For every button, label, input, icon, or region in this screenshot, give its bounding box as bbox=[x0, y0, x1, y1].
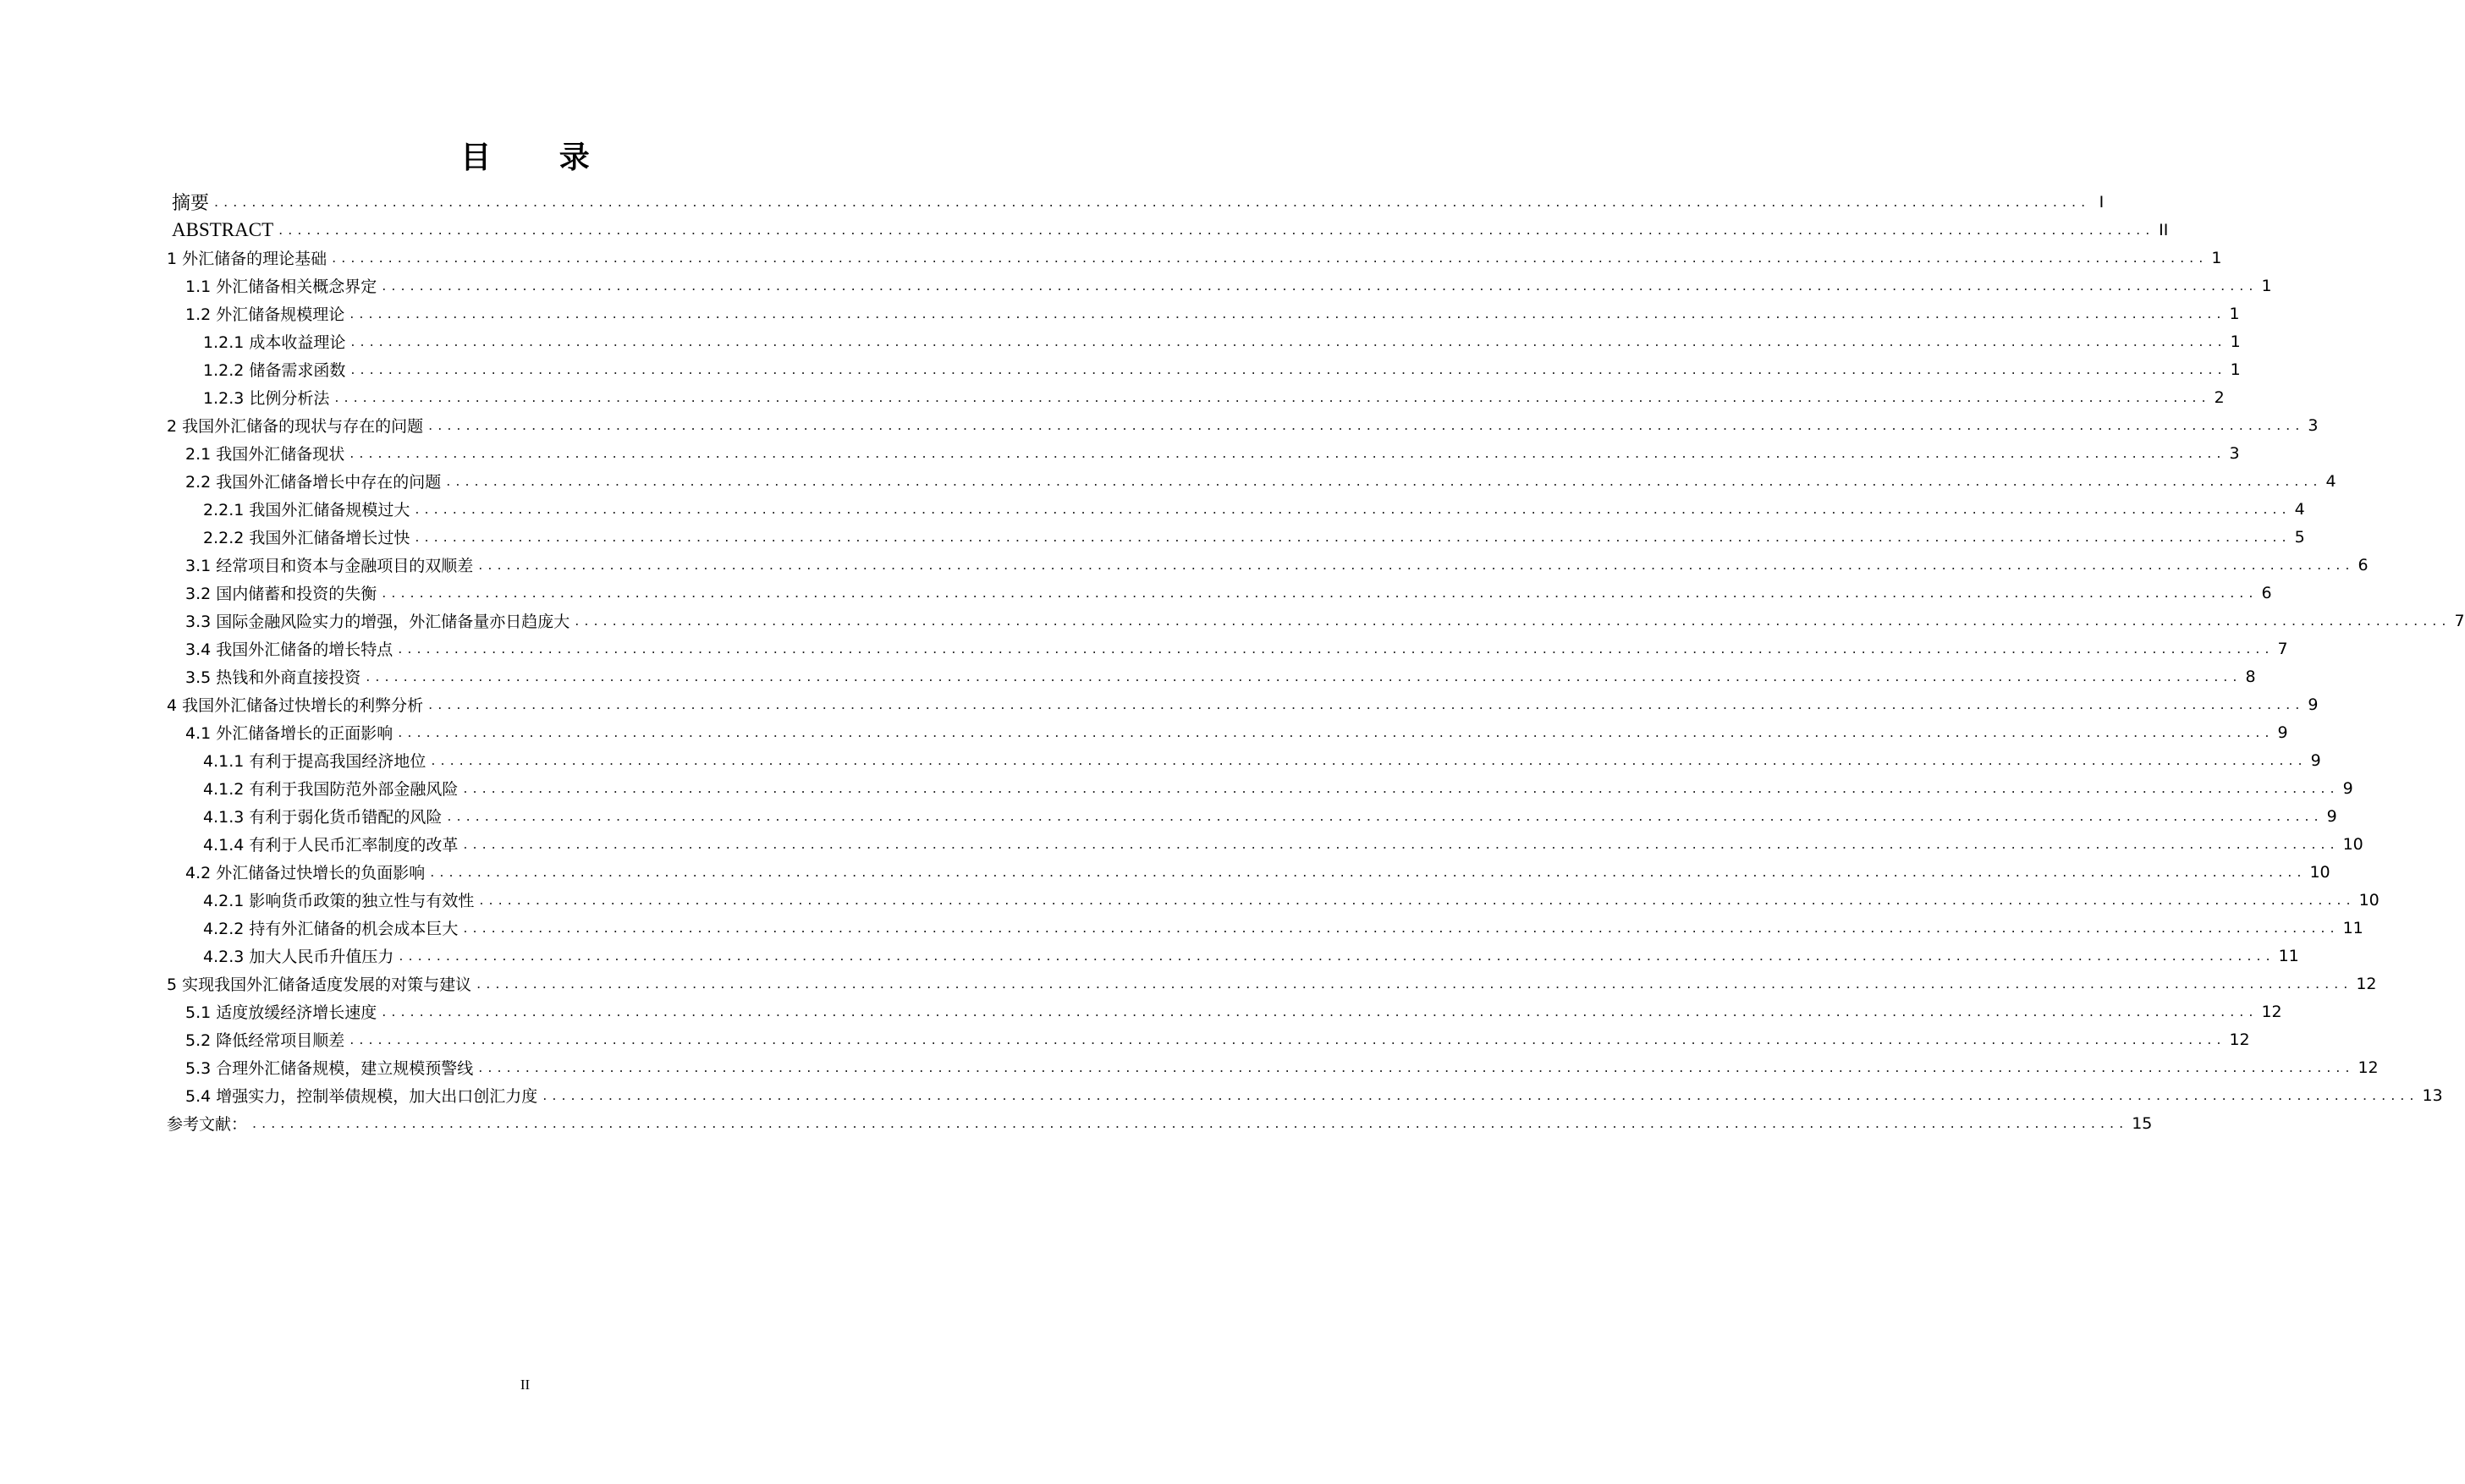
dot-leader: ........................................................................................................................................................................................................ bbox=[349, 305, 2226, 322]
dot-leader: ........................................................................................................................................................................................................ bbox=[349, 1031, 2226, 1047]
toc-entry-page-number: 7 bbox=[2277, 639, 2288, 658]
dot-leader: ........................................................................................................................................................................................................ bbox=[430, 864, 2307, 880]
toc-entry-label: 1.2.2 储备需求函数 bbox=[203, 361, 346, 380]
toc-entry[interactable] bbox=[167, 1109, 2153, 1137]
toc-entry[interactable] bbox=[167, 802, 2337, 830]
toc-entry[interactable] bbox=[167, 635, 2288, 662]
toc-entry-label: 2.2.2 我国外汇储备增长过快 bbox=[203, 529, 410, 547]
toc-entry-page-number: 9 bbox=[2310, 750, 2321, 770]
dot-leader: ........................................................................................................................................................................................................ bbox=[214, 194, 2091, 210]
toc-entry-page-number: 7 bbox=[2454, 611, 2465, 630]
toc-entry[interactable] bbox=[167, 355, 2241, 383]
toc-entry-label: 1.2.1 成本收益理论 bbox=[203, 333, 346, 352]
toc-entry-label: 1.2.3 比例分析法 bbox=[203, 389, 330, 408]
dot-leader: ........................................................................................................................................................................................................ bbox=[382, 585, 2259, 601]
toc-entry[interactable] bbox=[167, 439, 2240, 467]
toc-entry-page-number: 9 bbox=[2326, 806, 2337, 826]
toc-entry-page-number: 15 bbox=[2132, 1113, 2153, 1133]
dot-leader: ........................................................................................................................................................................................................ bbox=[463, 836, 2340, 852]
toc-entry-page-number: 6 bbox=[2358, 555, 2369, 574]
toc-entry-page-number: 9 bbox=[2277, 723, 2288, 742]
dot-leader: ........................................................................................................................................................................................................ bbox=[478, 1059, 2355, 1075]
toc-entry-label: 3.4 我国外汇储备的增长特点 bbox=[185, 640, 393, 659]
toc-entry[interactable] bbox=[167, 718, 2288, 746]
toc-entry-page-number: 1 bbox=[2261, 276, 2272, 295]
dot-leader: ........................................................................................................................................................................................................ bbox=[334, 389, 2211, 405]
toc-entry-page-number: 4 bbox=[2294, 499, 2305, 519]
toc-entry[interactable] bbox=[167, 467, 2336, 495]
toc-entry-page-number: 12 bbox=[2229, 1030, 2250, 1049]
toc-entry-label: 3.5 热钱和外商直接投资 bbox=[185, 668, 361, 687]
toc-entry[interactable] bbox=[167, 579, 2272, 607]
toc-entry-page-number: II bbox=[2159, 220, 2169, 239]
toc-entry[interactable] bbox=[167, 690, 2319, 718]
toc-entry-label: 4.2.3 加大人民币升值压力 bbox=[203, 948, 394, 966]
toc-entry-page-number: 12 bbox=[2356, 974, 2377, 993]
toc-entry-label: 4.1.2 有利于我国防范外部金融风险 bbox=[203, 780, 459, 799]
toc-entry-label: 3.1 经常项目和资本与金融项目的双顺差 bbox=[185, 557, 474, 575]
dot-leader: ........................................................................................................................................................................................................ bbox=[428, 696, 2305, 712]
toc-entry[interactable] bbox=[167, 830, 2363, 858]
toc-entry[interactable] bbox=[167, 523, 2305, 551]
toc-entry-page-number: 9 bbox=[2342, 778, 2353, 798]
toc-entry[interactable] bbox=[167, 1025, 2250, 1053]
dot-leader: ........................................................................................................................................................................................................ bbox=[447, 808, 2324, 824]
toc-entry[interactable] bbox=[167, 1081, 2443, 1109]
dot-leader: ........................................................................................................................................................................................................ bbox=[349, 445, 2226, 461]
toc-entry-page-number: 13 bbox=[2422, 1086, 2443, 1105]
dot-leader: ........................................................................................................................................................................................................ bbox=[463, 780, 2340, 796]
toc-entry[interactable] bbox=[167, 216, 2169, 244]
toc-entry[interactable] bbox=[167, 607, 2465, 635]
toc-entry[interactable] bbox=[167, 886, 2380, 914]
toc-entry[interactable] bbox=[167, 970, 2377, 998]
toc-entry[interactable] bbox=[167, 942, 2299, 970]
table-of-contents bbox=[167, 188, 2465, 1137]
dot-leader: ........................................................................................................................................................................................................ bbox=[415, 529, 2292, 545]
toc-entry-page-number: 1 bbox=[2211, 248, 2222, 267]
toc-title: 目 录 bbox=[460, 140, 619, 175]
dot-leader: ........................................................................................................................................................................................................ bbox=[542, 1087, 2419, 1103]
toc-entry[interactable] bbox=[167, 188, 2105, 216]
toc-entry-label: 3.3 国际金融风险实力的增强，外汇储备量亦日趋庞大 bbox=[185, 613, 570, 631]
toc-entry-page-number: 8 bbox=[2245, 667, 2256, 686]
toc-entry-page-number: 11 bbox=[2278, 946, 2299, 965]
toc-entry[interactable] bbox=[167, 327, 2241, 355]
toc-entry-label: 4.1 外汇储备增长的正面影响 bbox=[185, 724, 393, 743]
dot-leader: ........................................................................................................................................................................................................ bbox=[382, 1003, 2259, 1020]
dot-leader: ........................................................................................................................................................................................................ bbox=[575, 613, 2451, 629]
toc-entry[interactable] bbox=[167, 300, 2240, 327]
toc-entry-page-number: I bbox=[2099, 192, 2105, 212]
toc-entry-page-number: 1 bbox=[2230, 332, 2241, 351]
toc-entry[interactable] bbox=[167, 244, 2222, 272]
toc-entry-page-number: 3 bbox=[2308, 415, 2319, 435]
toc-entry[interactable] bbox=[167, 998, 2282, 1025]
toc-entry-label: 1.1 外汇储备相关概念界定 bbox=[185, 278, 377, 296]
toc-entry[interactable] bbox=[167, 774, 2353, 802]
dot-leader: ........................................................................................................................................................................................................ bbox=[278, 222, 2155, 238]
toc-entry[interactable] bbox=[167, 272, 2272, 300]
toc-entry-label: 参考文献： bbox=[167, 1115, 248, 1134]
toc-entry-page-number: 3 bbox=[2229, 443, 2240, 463]
dot-leader: ........................................................................................................................................................................................................ bbox=[398, 640, 2275, 657]
toc-entry-label: 5.1 适度放缓经济增长速度 bbox=[185, 1003, 377, 1022]
toc-entry-label: 2.2 我国外汇储备增长中存在的问题 bbox=[185, 473, 442, 492]
dot-leader: ........................................................................................................................................................................................................ bbox=[350, 333, 2227, 349]
dot-leader: ........................................................................................................................................................................................................ bbox=[398, 724, 2275, 740]
dot-leader: ........................................................................................................................................................................................................ bbox=[332, 250, 2209, 266]
toc-entry[interactable] bbox=[167, 495, 2305, 523]
toc-entry-page-number: 11 bbox=[2342, 918, 2363, 937]
toc-entry[interactable] bbox=[167, 1053, 2379, 1081]
toc-entry-page-number: 6 bbox=[2261, 583, 2272, 602]
toc-entry-label: 5.3 合理外汇储备规模，建立规模预警线 bbox=[185, 1059, 474, 1078]
toc-entry[interactable] bbox=[167, 746, 2321, 774]
toc-entry-label: 5 实现我国外汇储备适度发展的对策与建议 bbox=[167, 976, 472, 994]
dot-leader: ........................................................................................................................................................................................................ bbox=[350, 361, 2227, 377]
toc-entry[interactable] bbox=[167, 383, 2225, 411]
toc-entry-page-number: 2 bbox=[2214, 387, 2225, 407]
toc-entry-label: 4 我国外汇储备过快增长的利弊分析 bbox=[167, 696, 424, 715]
toc-entry-page-number: 4 bbox=[2325, 471, 2336, 491]
dot-leader: ........................................................................................................................................................................................................ bbox=[399, 948, 2275, 964]
toc-entry-page-number: 12 bbox=[2261, 1002, 2282, 1021]
toc-entry-page-number: 5 bbox=[2294, 527, 2305, 547]
dot-leader: ........................................................................................................................................................................................................ bbox=[463, 920, 2340, 936]
toc-entry[interactable] bbox=[167, 662, 2256, 690]
page-footer-number: II bbox=[520, 1377, 531, 1393]
dot-leader: ........................................................................................................................................................................................................ bbox=[366, 668, 2242, 684]
dot-leader: ........................................................................................................................................................................................................ bbox=[479, 892, 2356, 908]
dot-leader: ........................................................................................................................................................................................................ bbox=[478, 557, 2355, 573]
toc-entry-label: 5.4 增强实力，控制举债规模，加大出口创汇力度 bbox=[185, 1087, 538, 1106]
toc-entry-label: 3.2 国内储蓄和投资的失衡 bbox=[185, 585, 377, 603]
toc-entry[interactable] bbox=[167, 411, 2319, 439]
toc-entry-page-number: 10 bbox=[2342, 834, 2363, 854]
dot-leader: ........................................................................................................................................................................................................ bbox=[431, 752, 2308, 768]
toc-entry-label: 4.1.3 有利于弱化货币错配的风险 bbox=[203, 808, 443, 827]
toc-entry-label: 1 外汇储备的理论基础 bbox=[167, 250, 327, 268]
toc-entry-label: 4.1.4 有利于人民币汇率制度的改革 bbox=[203, 836, 459, 855]
dot-leader: ........................................................................................................................................................................................................ bbox=[428, 417, 2305, 433]
toc-entry-label: 4.2 外汇储备过快增长的负面影响 bbox=[185, 864, 426, 882]
toc-entry-label: 4.2.2 持有外汇储备的机会成本巨大 bbox=[203, 920, 459, 938]
toc-entry[interactable] bbox=[167, 914, 2363, 942]
toc-entry-page-number: 10 bbox=[2358, 890, 2380, 910]
toc-entry-label: 2.2.1 我国外汇储备规模过大 bbox=[203, 501, 410, 519]
toc-entry-page-number: 1 bbox=[2229, 304, 2240, 323]
dot-leader: ........................................................................................................................................................................................................ bbox=[415, 501, 2292, 517]
toc-entry-page-number: 9 bbox=[2308, 695, 2319, 714]
toc-entry-label: ABSTRACT bbox=[172, 218, 274, 240]
toc-entry-label: 2.1 我国外汇储备现状 bbox=[185, 445, 345, 464]
dot-leader: ........................................................................................................................................................................................................ bbox=[446, 473, 2323, 489]
toc-entry-label: 摘要 bbox=[172, 193, 210, 214]
toc-entry[interactable] bbox=[167, 858, 2330, 886]
toc-entry-label: 2 我国外汇储备的现状与存在的问题 bbox=[167, 417, 424, 436]
toc-entry-label: 1.2 外汇储备规模理论 bbox=[185, 305, 345, 324]
toc-entry-page-number: 1 bbox=[2230, 360, 2241, 379]
dot-leader: ........................................................................................................................................................................................................ bbox=[476, 976, 2353, 992]
toc-entry-label: 4.2.1 影响货币政策的独立性与有效性 bbox=[203, 892, 475, 910]
toc-entry-label: 4.1.1 有利于提高我国经济地位 bbox=[203, 752, 426, 771]
dot-leader: ........................................................................................................................................................................................................ bbox=[382, 278, 2259, 294]
toc-entry-page-number: 12 bbox=[2358, 1058, 2379, 1077]
toc-entry-label: 5.2 降低经常项目顺差 bbox=[185, 1031, 345, 1050]
toc-entry-page-number: 10 bbox=[2309, 862, 2330, 882]
toc-entry[interactable] bbox=[167, 551, 2369, 579]
dot-leader: ........................................................................................................................................................................................................ bbox=[252, 1115, 2129, 1131]
